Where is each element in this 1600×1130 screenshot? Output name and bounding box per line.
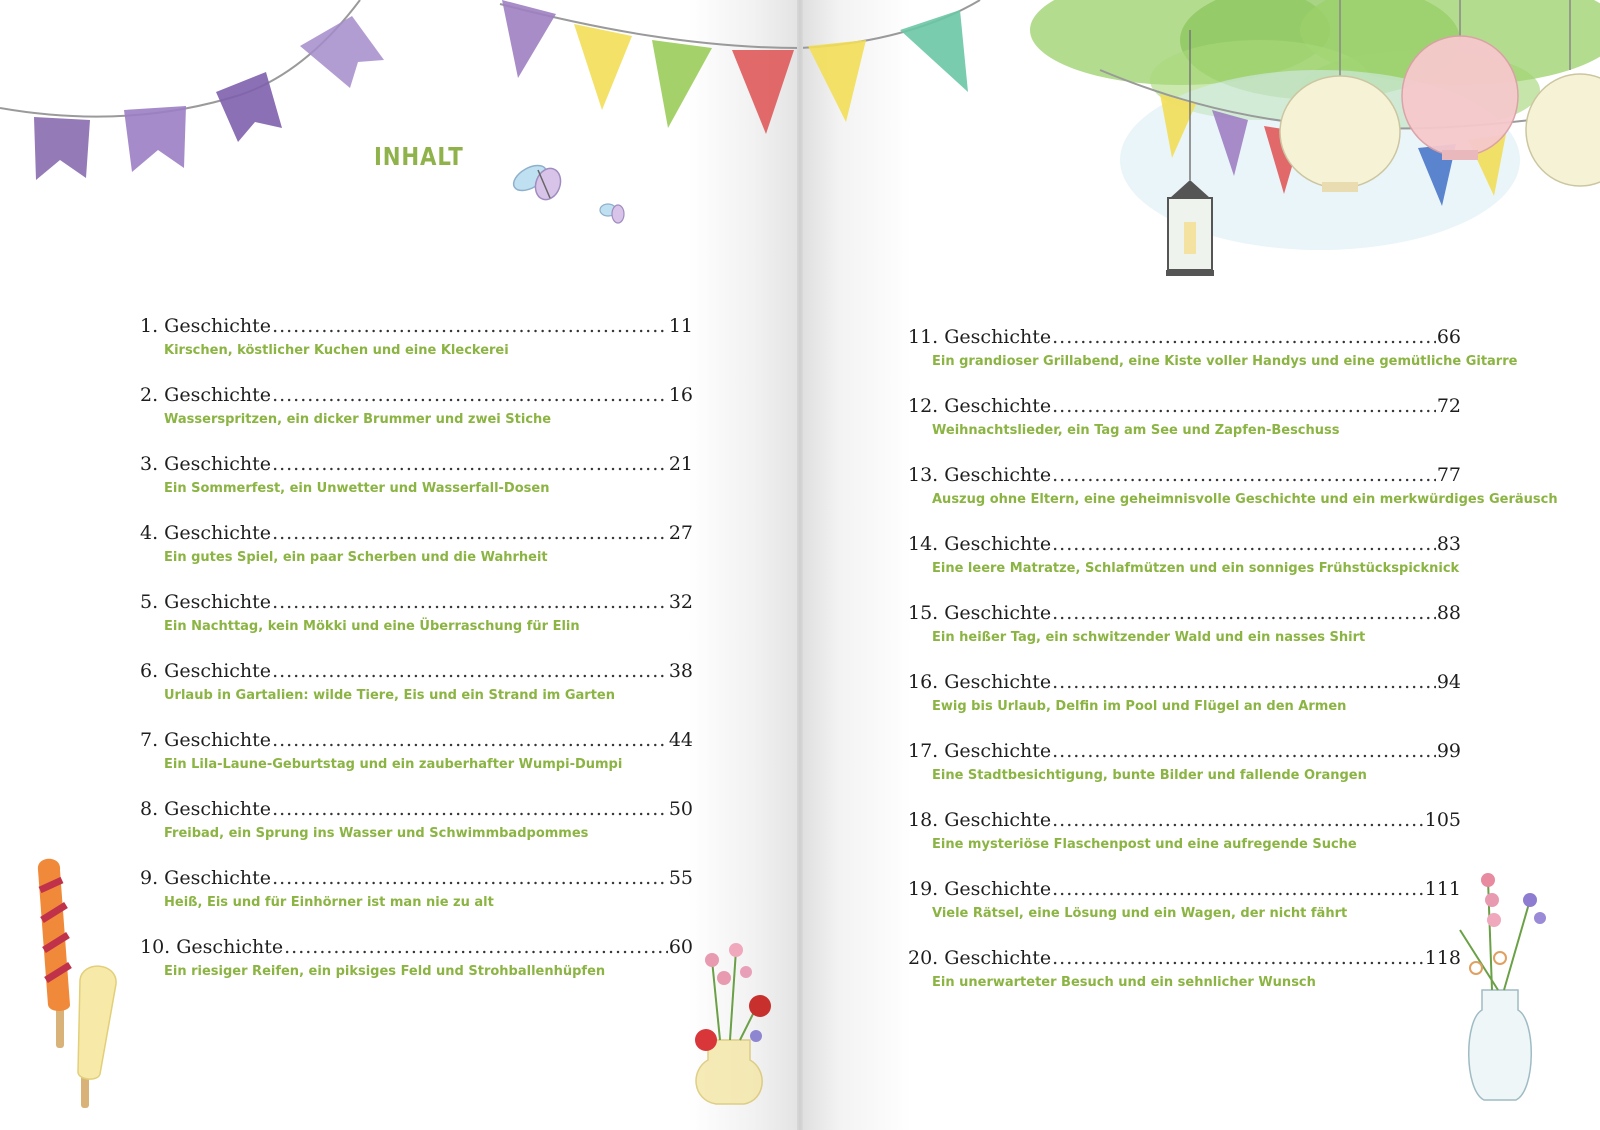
dot-leader	[1052, 670, 1436, 694]
toc-entry[interactable]	[908, 670, 1461, 739]
entry-subtitle: Wasserspritzen, ein dicker Brummer und zwei Stiche	[164, 412, 552, 427]
entry-page-number: 111	[1424, 878, 1461, 900]
entry-title: 11. Geschichte	[908, 326, 1052, 348]
dot-leader	[1052, 739, 1436, 763]
entry-page-number: 94	[1436, 671, 1461, 693]
toc-entry[interactable]	[140, 866, 693, 935]
dot-leader	[1052, 394, 1436, 418]
popsicle-icon	[78, 966, 116, 1108]
entry-subtitle: Ein heißer Tag, ein schwitzender Wald und ein nasses Shirt	[932, 630, 1366, 645]
dot-leader	[1052, 463, 1436, 487]
entry-title: 16. Geschichte	[908, 671, 1052, 693]
entry-title: 12. Geschichte	[908, 395, 1052, 417]
entry-subtitle: Eine Stadtbesichtigung, bunte Bilder und fallende Orangen	[932, 768, 1367, 783]
entry-page-number: 44	[668, 729, 693, 751]
entry-page-number: 99	[1436, 740, 1461, 762]
toc-entry[interactable]	[908, 463, 1558, 532]
toc-entry[interactable]	[908, 601, 1461, 670]
right-page	[800, 0, 1600, 1130]
flower-vase-icon	[1460, 873, 1546, 1100]
entry-page-number: 50	[668, 798, 693, 820]
toc-entry[interactable]	[908, 394, 1461, 463]
entry-page-number: 88	[1436, 602, 1461, 624]
book-gutter	[797, 0, 803, 1130]
entry-title: 2. Geschichte	[140, 384, 272, 406]
entry-title: 10. Geschichte	[140, 936, 284, 958]
butterfly-icon	[509, 160, 564, 203]
entry-page-number: 60	[668, 936, 693, 958]
toc-list-right	[908, 325, 1558, 1015]
toc-entry[interactable]	[908, 739, 1461, 808]
entry-title: 8. Geschichte	[140, 798, 272, 820]
entry-subtitle: Ein Lila-Laune-Geburtstag und ein zauberhafter Wumpi-Dumpi	[164, 757, 623, 772]
entry-subtitle: Auszug ohne Eltern, eine geheimnisvolle Geschichte und ein merkwürdiges Geräusch	[932, 492, 1558, 507]
dot-leader	[272, 383, 668, 407]
dot-leader	[1052, 877, 1424, 901]
entry-subtitle: Ein grandioser Grillabend, eine Kiste voller Handys und eine gemütliche Gitarre	[932, 354, 1518, 369]
entry-page-number: 11	[668, 315, 693, 337]
entry-subtitle: Eine leere Matratze, Schlafmützen und ein sonniges Frühstückspicknick	[932, 561, 1460, 576]
entry-subtitle: Ein Nachttag, kein Mökki und eine Überraschung für Elin	[164, 619, 580, 634]
entry-title: 17. Geschichte	[908, 740, 1052, 762]
dot-leader	[272, 452, 668, 476]
entry-page-number: 118	[1424, 947, 1461, 969]
entry-page-number: 55	[668, 867, 693, 889]
entry-subtitle: Ein gutes Spiel, ein paar Scherben und die Wahrheit	[164, 550, 548, 565]
toc-list-left	[140, 314, 693, 1004]
toc-entry[interactable]	[140, 590, 693, 659]
entry-subtitle: Ewig bis Urlaub, Delfin im Pool und Flügel an den Armen	[932, 699, 1347, 714]
dot-leader	[272, 659, 668, 683]
entry-page-number: 66	[1436, 326, 1461, 348]
entry-subtitle: Kirschen, köstlicher Kuchen und eine Kleckerei	[164, 343, 509, 358]
toc-entry[interactable]	[140, 728, 693, 797]
entry-subtitle: Ein unerwarteter Besuch und ein sehnlicher Wunsch	[932, 975, 1316, 990]
entry-subtitle: Ein riesiger Reifen, ein piksiges Feld und Strohballenhüpfen	[164, 964, 606, 979]
dot-leader	[272, 728, 668, 752]
entry-subtitle: Weihnachtslieder, ein Tag am See und Zapfen-Beschuss	[932, 423, 1340, 438]
bunting-garland	[800, 0, 980, 122]
toc-entry[interactable]	[908, 532, 1461, 601]
toc-heading: INHALT	[374, 142, 464, 171]
entry-page-number: 16	[668, 384, 693, 406]
toc-entry[interactable]	[140, 935, 693, 1004]
dot-leader	[1052, 532, 1436, 556]
entry-title: 14. Geschichte	[908, 533, 1052, 555]
entry-title: 15. Geschichte	[908, 602, 1052, 624]
entry-page-number: 83	[1436, 533, 1461, 555]
toc-entry[interactable]	[140, 314, 693, 383]
entry-title: 3. Geschichte	[140, 453, 272, 475]
entry-page-number: 72	[1436, 395, 1461, 417]
entry-subtitle: Eine mysteriöse Flaschenpost und eine aufregende Suche	[932, 837, 1357, 852]
entry-page-number: 27	[668, 522, 693, 544]
dot-leader	[272, 866, 668, 890]
entry-page-number: 77	[1436, 464, 1461, 486]
toc-entry[interactable]	[908, 877, 1461, 946]
entry-title: 5. Geschichte	[140, 591, 272, 613]
dot-leader	[1052, 808, 1424, 832]
dot-leader	[1052, 601, 1436, 625]
dot-leader	[1052, 325, 1436, 349]
entry-subtitle: Heiß, Eis und für Einhörner ist man nie zu alt	[164, 895, 494, 910]
toc-entry[interactable]	[908, 325, 1518, 394]
entry-title: 7. Geschichte	[140, 729, 272, 751]
entry-title: 18. Geschichte	[908, 809, 1052, 831]
toc-entry[interactable]	[140, 383, 693, 452]
popsicle-icon	[38, 859, 70, 1048]
dot-leader	[272, 521, 668, 545]
entry-title: 6. Geschichte	[140, 660, 272, 682]
entry-title: 9. Geschichte	[140, 867, 272, 889]
entry-subtitle: Ein Sommerfest, ein Unwetter und Wasserfall-Dosen	[164, 481, 550, 496]
entry-title: 1. Geschichte	[140, 315, 272, 337]
bunting-garland	[0, 0, 384, 180]
toc-entry[interactable]	[908, 946, 1461, 1015]
toc-entry[interactable]	[140, 659, 693, 728]
toc-entry[interactable]	[908, 808, 1461, 877]
flower-vase-icon	[695, 943, 771, 1104]
entry-page-number: 105	[1424, 809, 1461, 831]
entry-subtitle: Viele Rätsel, eine Lösung und ein Wagen, der nicht fährt	[932, 906, 1348, 921]
entry-page-number: 32	[668, 591, 693, 613]
toc-entry[interactable]	[140, 797, 693, 866]
dot-leader	[1052, 946, 1424, 970]
entry-subtitle: Urlaub in Gartalien: wilde Tiere, Eis und ein Strand im Garten	[164, 688, 615, 703]
entry-page-number: 21	[668, 453, 693, 475]
butterfly-icon	[600, 204, 624, 223]
bunting-garland	[500, 0, 800, 134]
toc-entry[interactable]	[140, 452, 693, 521]
entry-title: 4. Geschichte	[140, 522, 272, 544]
entry-subtitle: Freibad, ein Sprung ins Wasser und Schwimmbadpommes	[164, 826, 589, 841]
dot-leader	[272, 590, 668, 614]
entry-page-number: 38	[668, 660, 693, 682]
dot-leader	[272, 797, 668, 821]
entry-title: 20. Geschichte	[908, 947, 1052, 969]
dot-leader	[284, 935, 668, 959]
entry-title: 13. Geschichte	[908, 464, 1052, 486]
dot-leader	[272, 314, 668, 338]
entry-title: 19. Geschichte	[908, 878, 1052, 900]
toc-entry[interactable]	[140, 521, 693, 590]
